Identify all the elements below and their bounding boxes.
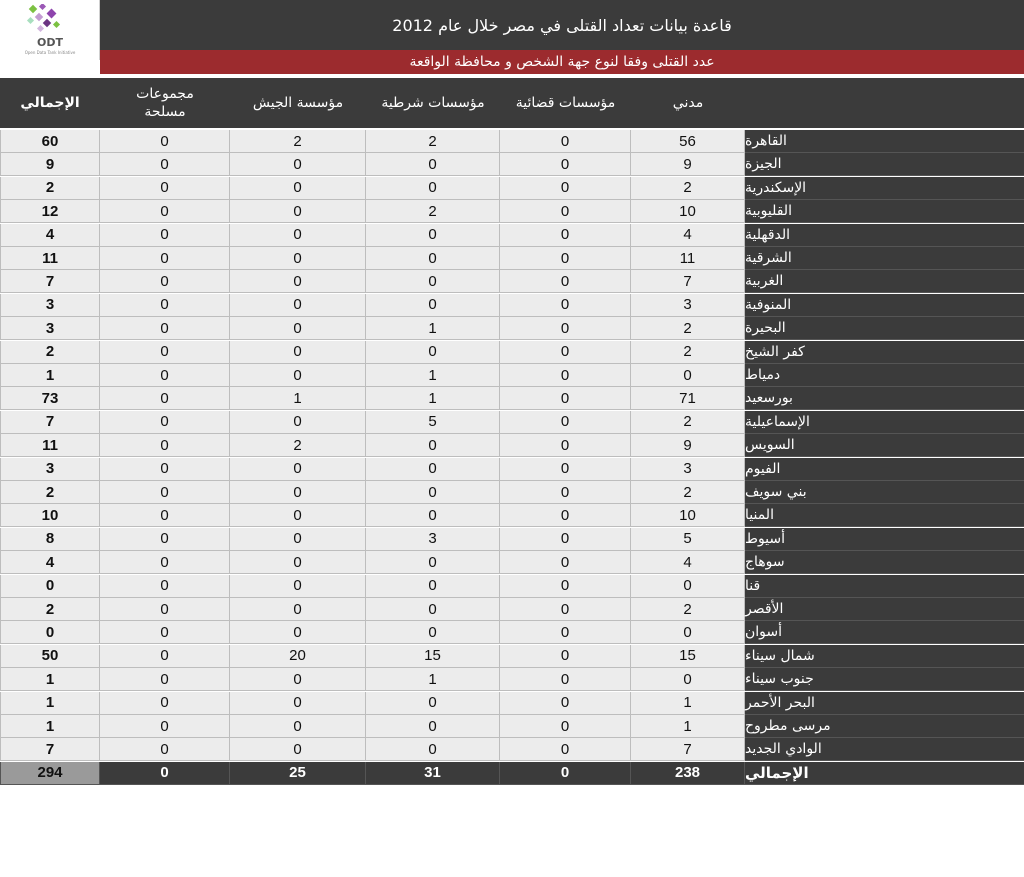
armed-cell: 0 bbox=[100, 411, 230, 434]
armed-cell: 0 bbox=[100, 387, 230, 410]
total-cell: 3 bbox=[0, 458, 100, 481]
army-cell: 0 bbox=[230, 364, 366, 387]
total-cell: 8 bbox=[0, 528, 100, 551]
judicial-cell: 0 bbox=[500, 715, 631, 738]
governorate-cell: بورسعيد bbox=[745, 387, 1024, 410]
table-row bbox=[0, 317, 1024, 340]
grand-total-row bbox=[0, 762, 1024, 785]
page-subtitle: عدد القتلى وفقا لنوع جهة الشخص و محافظة الواقعة bbox=[100, 50, 1024, 74]
armed-cell: 0 bbox=[100, 317, 230, 340]
governorate-cell: الإجمالي bbox=[745, 762, 1024, 785]
governorate-cell: البحيرة bbox=[745, 317, 1024, 340]
army-cell: 0 bbox=[230, 294, 366, 317]
table-row bbox=[0, 504, 1024, 527]
army-cell: 0 bbox=[230, 598, 366, 621]
judicial-cell: 0 bbox=[500, 528, 631, 551]
judicial-cell: 0 bbox=[500, 434, 631, 457]
governorate-cell: الدقهلية bbox=[745, 224, 1024, 247]
civilian-cell: 9 bbox=[631, 153, 745, 176]
civilian-cell: 1 bbox=[631, 692, 745, 715]
army-cell: 0 bbox=[230, 200, 366, 223]
table-row bbox=[0, 645, 1024, 668]
armed-cell: 0 bbox=[100, 645, 230, 668]
armed-cell: 0 bbox=[100, 715, 230, 738]
judicial-cell: 0 bbox=[500, 481, 631, 504]
table-row bbox=[0, 575, 1024, 598]
armed-cell: 0 bbox=[100, 130, 230, 153]
governorate-cell: القاهرة bbox=[745, 130, 1024, 153]
civilian-cell: 7 bbox=[631, 738, 745, 761]
police-cell: 1 bbox=[366, 668, 500, 691]
governorate-cell: جنوب سيناء bbox=[745, 668, 1024, 691]
armed-cell: 0 bbox=[100, 481, 230, 504]
civilian-cell: 3 bbox=[631, 458, 745, 481]
header-judicial: مؤسسات قضائية bbox=[515, 95, 616, 111]
judicial-cell: 0 bbox=[500, 645, 631, 668]
governorate-cell: الإسكندرية bbox=[745, 177, 1024, 200]
army-cell: 0 bbox=[230, 177, 366, 200]
total-cell: 0 bbox=[0, 575, 100, 598]
judicial-cell: 0 bbox=[500, 270, 631, 293]
army-cell: 0 bbox=[230, 668, 366, 691]
governorate-cell: السويس bbox=[745, 434, 1024, 457]
civilian-cell: 3 bbox=[631, 294, 745, 317]
total-cell: 50 bbox=[0, 645, 100, 668]
governorate-cell: شمال سيناء bbox=[745, 645, 1024, 668]
governorate-cell: قنا bbox=[745, 575, 1024, 598]
judicial-cell: 0 bbox=[500, 458, 631, 481]
table-row bbox=[0, 528, 1024, 551]
total-cell: 294 bbox=[0, 762, 100, 785]
civilian-cell: 5 bbox=[631, 528, 745, 551]
civilian-cell: 1 bbox=[631, 715, 745, 738]
armed-cell: 0 bbox=[100, 762, 230, 785]
total-cell: 7 bbox=[0, 411, 100, 434]
judicial-cell: 0 bbox=[500, 551, 631, 574]
army-cell: 0 bbox=[230, 317, 366, 340]
logo-text: ODT bbox=[37, 36, 63, 49]
judicial-cell: 0 bbox=[500, 575, 631, 598]
governorate-cell: كفر الشيخ bbox=[745, 341, 1024, 364]
header-armed-groups bbox=[100, 78, 230, 128]
header-governorate bbox=[745, 78, 1024, 128]
police-cell: 1 bbox=[366, 364, 500, 387]
police-cell: 0 bbox=[366, 341, 500, 364]
police-cell: 1 bbox=[366, 317, 500, 340]
armed-cell: 0 bbox=[100, 434, 230, 457]
judicial-cell: 0 bbox=[500, 317, 631, 340]
police-cell: 0 bbox=[366, 738, 500, 761]
governorate-cell: الفيوم bbox=[745, 458, 1024, 481]
civilian-cell: 2 bbox=[631, 177, 745, 200]
judicial-cell: 0 bbox=[500, 621, 631, 644]
civilian-cell: 11 bbox=[631, 247, 745, 270]
armed-cell: 0 bbox=[100, 575, 230, 598]
judicial-cell: 0 bbox=[500, 130, 631, 153]
governorate-cell: أسيوط bbox=[745, 528, 1024, 551]
governorate-cell: مرسى مطروح bbox=[745, 715, 1024, 738]
governorate-cell: سوهاج bbox=[745, 551, 1024, 574]
police-cell: 0 bbox=[366, 294, 500, 317]
civilian-cell: 2 bbox=[631, 598, 745, 621]
army-cell: 0 bbox=[230, 458, 366, 481]
armed-cell: 0 bbox=[100, 177, 230, 200]
civilian-cell: 4 bbox=[631, 551, 745, 574]
total-cell: 1 bbox=[0, 668, 100, 691]
header-total: الإجمالي bbox=[20, 95, 80, 111]
army-cell: 0 bbox=[230, 575, 366, 598]
civilian-cell: 4 bbox=[631, 224, 745, 247]
judicial-cell: 0 bbox=[500, 738, 631, 761]
governorate-cell: القليوبية bbox=[745, 200, 1024, 223]
total-cell: 3 bbox=[0, 317, 100, 340]
table-row bbox=[0, 668, 1024, 691]
judicial-cell: 0 bbox=[500, 224, 631, 247]
police-cell: 0 bbox=[366, 598, 500, 621]
army-cell: 0 bbox=[230, 153, 366, 176]
total-cell: 9 bbox=[0, 153, 100, 176]
governorate-cell: الإسماعيلية bbox=[745, 411, 1024, 434]
armed-cell: 0 bbox=[100, 528, 230, 551]
police-cell: 2 bbox=[366, 130, 500, 153]
judicial-cell: 0 bbox=[500, 762, 631, 785]
army-cell: 0 bbox=[230, 247, 366, 270]
total-cell: 7 bbox=[0, 738, 100, 761]
army-cell: 25 bbox=[230, 762, 366, 785]
table-row bbox=[0, 481, 1024, 504]
civilian-cell: 2 bbox=[631, 341, 745, 364]
table-row bbox=[0, 130, 1024, 153]
civilian-cell: 238 bbox=[631, 762, 745, 785]
civilian-cell: 15 bbox=[631, 645, 745, 668]
governorate-cell: المنوفية bbox=[745, 294, 1024, 317]
police-cell: 0 bbox=[366, 504, 500, 527]
civilian-cell: 10 bbox=[631, 200, 745, 223]
table-row bbox=[0, 621, 1024, 644]
civilian-cell: 10 bbox=[631, 504, 745, 527]
table-row bbox=[0, 434, 1024, 457]
police-cell: 0 bbox=[366, 458, 500, 481]
police-cell: 0 bbox=[366, 153, 500, 176]
governorate-cell: الغربية bbox=[745, 270, 1024, 293]
table-row bbox=[0, 294, 1024, 317]
table-row bbox=[0, 738, 1024, 761]
police-cell: 0 bbox=[366, 247, 500, 270]
armed-cell: 0 bbox=[100, 668, 230, 691]
army-cell: 0 bbox=[230, 715, 366, 738]
table-row bbox=[0, 364, 1024, 387]
judicial-cell: 0 bbox=[500, 411, 631, 434]
table-row bbox=[0, 341, 1024, 364]
table-row bbox=[0, 177, 1024, 200]
armed-cell: 0 bbox=[100, 270, 230, 293]
police-cell: 0 bbox=[366, 481, 500, 504]
governorate-cell: أسوان bbox=[745, 621, 1024, 644]
police-cell: 2 bbox=[366, 200, 500, 223]
army-cell: 0 bbox=[230, 224, 366, 247]
police-cell: 0 bbox=[366, 692, 500, 715]
table-row bbox=[0, 387, 1024, 410]
header-police: مؤسسات شرطية bbox=[381, 95, 485, 111]
table-row bbox=[0, 715, 1024, 738]
army-cell: 2 bbox=[230, 434, 366, 457]
total-cell: 0 bbox=[0, 621, 100, 644]
police-cell: 0 bbox=[366, 551, 500, 574]
table-row bbox=[0, 270, 1024, 293]
police-cell: 0 bbox=[366, 177, 500, 200]
armed-cell: 0 bbox=[100, 504, 230, 527]
total-cell: 12 bbox=[0, 200, 100, 223]
civilian-cell: 2 bbox=[631, 317, 745, 340]
table-row bbox=[0, 458, 1024, 481]
total-cell: 1 bbox=[0, 715, 100, 738]
army-cell: 1 bbox=[230, 387, 366, 410]
police-cell: 1 bbox=[366, 387, 500, 410]
total-cell: 1 bbox=[0, 364, 100, 387]
police-cell: 31 bbox=[366, 762, 500, 785]
army-cell: 2 bbox=[230, 130, 366, 153]
total-cell: 4 bbox=[0, 224, 100, 247]
armed-cell: 0 bbox=[100, 294, 230, 317]
governorate-cell: دمياط bbox=[745, 364, 1024, 387]
logo-subtext: Open Data Tank Initiative bbox=[24, 50, 76, 55]
total-cell: 2 bbox=[0, 481, 100, 504]
army-cell: 0 bbox=[230, 738, 366, 761]
armed-cell: 0 bbox=[100, 200, 230, 223]
civilian-cell: 56 bbox=[631, 130, 745, 153]
governorate-cell: المنيا bbox=[745, 504, 1024, 527]
police-cell: 5 bbox=[366, 411, 500, 434]
army-cell: 0 bbox=[230, 551, 366, 574]
armed-cell: 0 bbox=[100, 153, 230, 176]
judicial-cell: 0 bbox=[500, 598, 631, 621]
table-row bbox=[0, 153, 1024, 176]
governorate-cell: الوادي الجديد bbox=[745, 738, 1024, 761]
total-cell: 11 bbox=[0, 434, 100, 457]
table-row bbox=[0, 247, 1024, 270]
police-cell: 0 bbox=[366, 434, 500, 457]
armed-cell: 0 bbox=[100, 341, 230, 364]
civilian-cell: 71 bbox=[631, 387, 745, 410]
civilian-cell: 0 bbox=[631, 364, 745, 387]
total-cell: 73 bbox=[0, 387, 100, 410]
judicial-cell: 0 bbox=[500, 364, 631, 387]
total-cell: 4 bbox=[0, 551, 100, 574]
judicial-cell: 0 bbox=[500, 294, 631, 317]
army-cell: 0 bbox=[230, 692, 366, 715]
army-cell: 0 bbox=[230, 270, 366, 293]
judicial-cell: 0 bbox=[500, 247, 631, 270]
table-row bbox=[0, 598, 1024, 621]
table-row bbox=[0, 551, 1024, 574]
table-row bbox=[0, 692, 1024, 715]
total-cell: 2 bbox=[0, 341, 100, 364]
total-cell: 2 bbox=[0, 598, 100, 621]
header-civilian: مدني bbox=[672, 95, 704, 111]
judicial-cell: 0 bbox=[500, 387, 631, 410]
judicial-cell: 0 bbox=[500, 177, 631, 200]
judicial-cell: 0 bbox=[500, 668, 631, 691]
total-cell: 3 bbox=[0, 294, 100, 317]
total-cell: 11 bbox=[0, 247, 100, 270]
header-armed-line1: مجموعات bbox=[136, 86, 194, 102]
armed-cell: 0 bbox=[100, 692, 230, 715]
governorate-cell: بني سويف bbox=[745, 481, 1024, 504]
police-cell: 0 bbox=[366, 270, 500, 293]
police-cell: 0 bbox=[366, 715, 500, 738]
judicial-cell: 0 bbox=[500, 504, 631, 527]
army-cell: 0 bbox=[230, 341, 366, 364]
civilian-cell: 7 bbox=[631, 270, 745, 293]
civilian-cell: 0 bbox=[631, 668, 745, 691]
total-cell: 60 bbox=[0, 130, 100, 153]
governorate-cell: الجيزة bbox=[745, 153, 1024, 176]
civilian-cell: 2 bbox=[631, 481, 745, 504]
civilian-cell: 0 bbox=[631, 575, 745, 598]
governorate-cell: الشرقية bbox=[745, 247, 1024, 270]
army-cell: 0 bbox=[230, 411, 366, 434]
table-row bbox=[0, 411, 1024, 434]
header-armed-line2: مسلحة bbox=[144, 104, 186, 120]
logo bbox=[0, 0, 100, 60]
judicial-cell: 0 bbox=[500, 153, 631, 176]
armed-cell: 0 bbox=[100, 458, 230, 481]
armed-cell: 0 bbox=[100, 247, 230, 270]
army-cell: 20 bbox=[230, 645, 366, 668]
civilian-cell: 2 bbox=[631, 411, 745, 434]
total-cell: 10 bbox=[0, 504, 100, 527]
governorate-cell: الأقصر bbox=[745, 598, 1024, 621]
army-cell: 0 bbox=[230, 621, 366, 644]
civilian-cell: 9 bbox=[631, 434, 745, 457]
armed-cell: 0 bbox=[100, 224, 230, 247]
police-cell: 15 bbox=[366, 645, 500, 668]
table-header bbox=[0, 78, 1024, 128]
civilian-cell: 0 bbox=[631, 621, 745, 644]
judicial-cell: 0 bbox=[500, 200, 631, 223]
governorate-cell: البحر الأحمر bbox=[745, 692, 1024, 715]
judicial-cell: 0 bbox=[500, 341, 631, 364]
table-row bbox=[0, 224, 1024, 247]
police-cell: 3 bbox=[366, 528, 500, 551]
total-cell: 2 bbox=[0, 177, 100, 200]
judicial-cell: 0 bbox=[500, 692, 631, 715]
table-row bbox=[0, 200, 1024, 223]
army-cell: 0 bbox=[230, 481, 366, 504]
armed-cell: 0 bbox=[100, 738, 230, 761]
total-cell: 1 bbox=[0, 692, 100, 715]
odt-logo-icon bbox=[24, 4, 64, 34]
page-title: قاعدة بيانات تعداد القتلى في مصر خلال عام 2012 bbox=[100, 0, 1024, 50]
header-army: مؤسسة الجيش bbox=[252, 95, 344, 111]
army-cell: 0 bbox=[230, 504, 366, 527]
armed-cell: 0 bbox=[100, 598, 230, 621]
army-cell: 0 bbox=[230, 528, 366, 551]
total-cell: 7 bbox=[0, 270, 100, 293]
police-cell: 0 bbox=[366, 621, 500, 644]
police-cell: 0 bbox=[366, 575, 500, 598]
police-cell: 0 bbox=[366, 224, 500, 247]
armed-cell: 0 bbox=[100, 364, 230, 387]
armed-cell: 0 bbox=[100, 551, 230, 574]
armed-cell: 0 bbox=[100, 621, 230, 644]
